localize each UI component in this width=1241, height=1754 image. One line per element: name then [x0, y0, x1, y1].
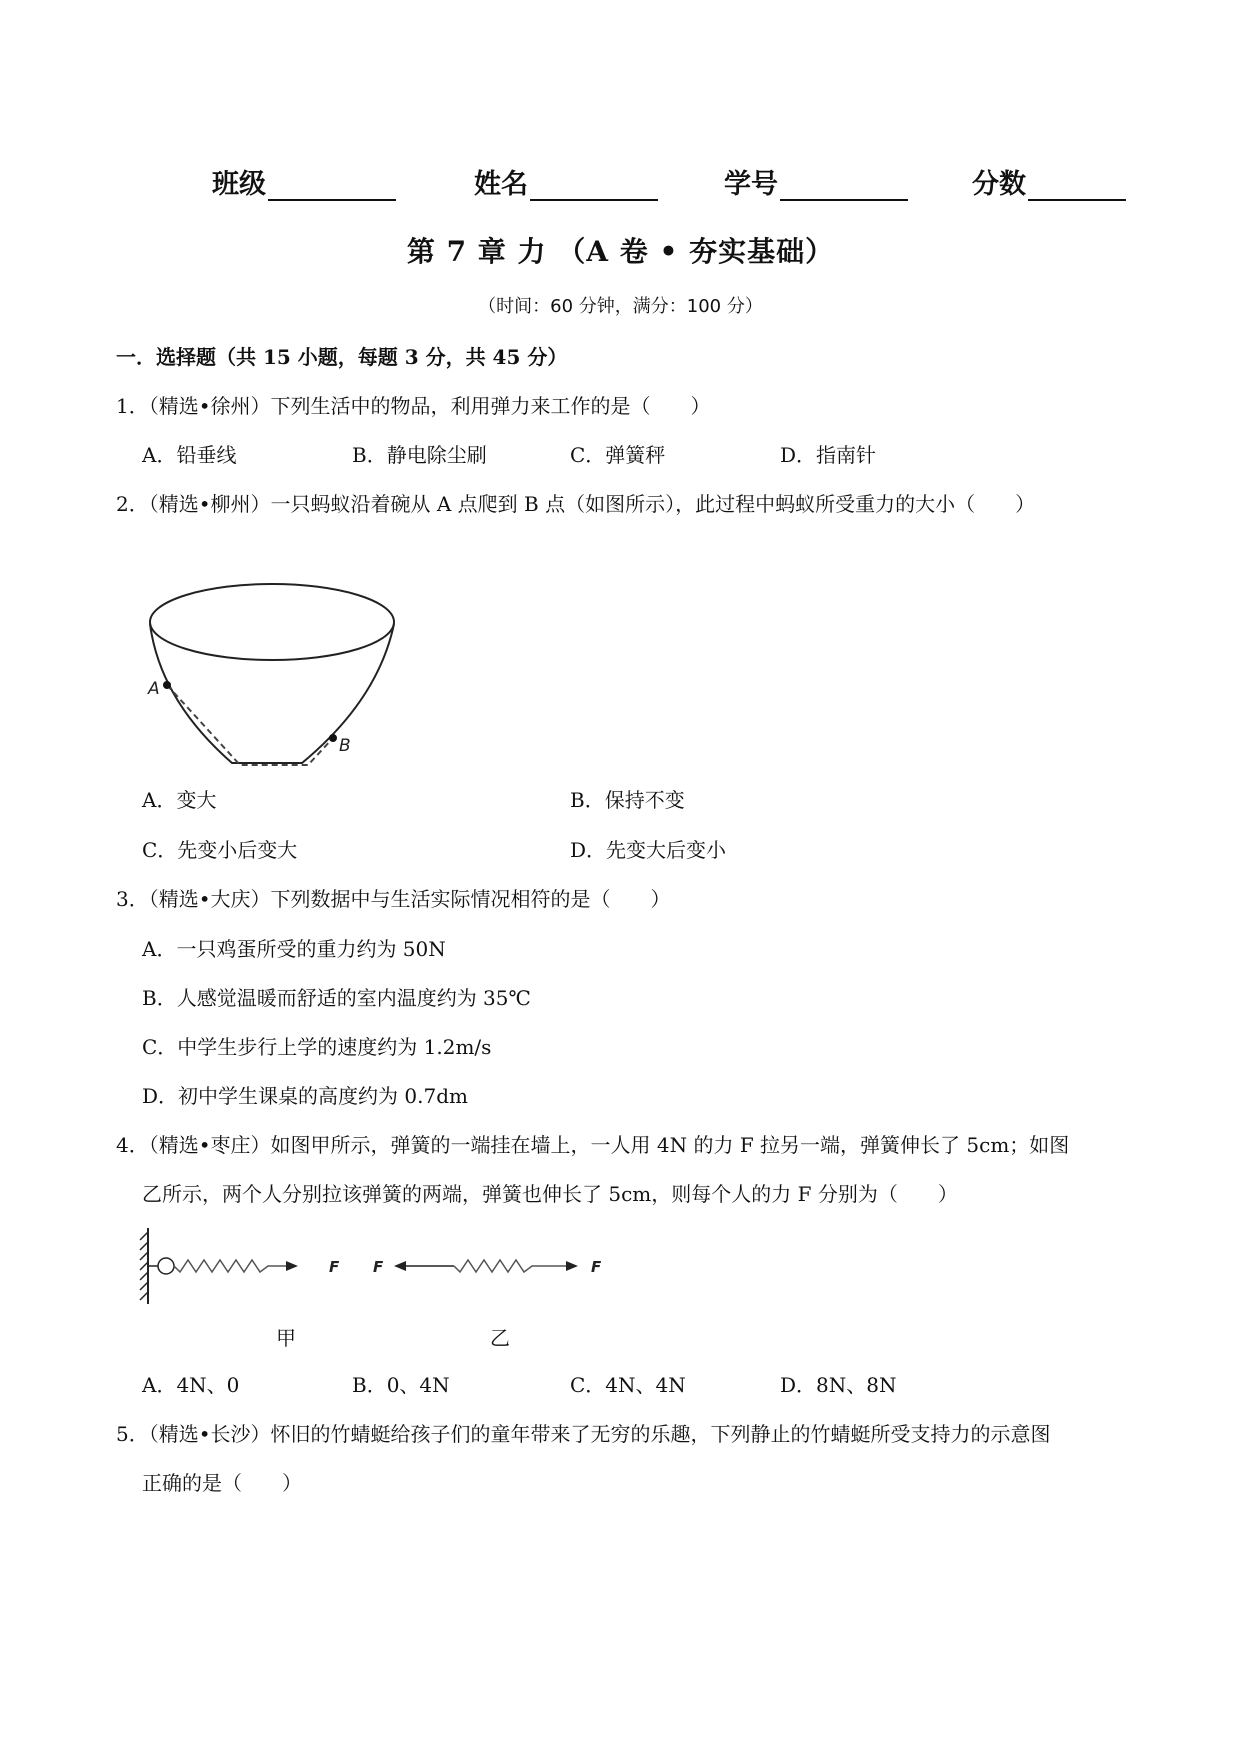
question-5-stem-line-1: 5．（精选•长沙）怀旧的竹蜻蜓给孩子们的童年带来了无穷的乐趣，下列静止的竹蜻蜓所受支持力的示意图	[116, 1422, 1051, 1446]
bowl-body	[150, 624, 394, 763]
point-b-label: B	[339, 736, 351, 756]
force-label-yi-right: F	[591, 1258, 602, 1276]
class-blank[interactable]	[268, 169, 396, 201]
q1-option-a[interactable]: A．铅垂线	[142, 443, 237, 467]
score-blank[interactable]	[1028, 169, 1126, 201]
force-label-yi-left: F	[373, 1258, 384, 1276]
q2-option-a[interactable]: A．变大	[142, 788, 217, 812]
name-field[interactable]	[474, 162, 658, 201]
q3-option-a[interactable]: A．一只鸡蛋所受的重力约为 50N	[142, 937, 446, 961]
section-heading: 一．选择题（共 15 小题，每题 3 分，共 45 分）	[116, 345, 568, 369]
q4-option-c[interactable]: C．4N、4N	[570, 1373, 686, 1397]
q2-option-d[interactable]: D．先变大后变小	[570, 838, 727, 862]
page-title: 第 7 章 力 （A 卷 • 夯实基础）	[406, 235, 835, 268]
force-label-jia: F	[329, 1258, 340, 1276]
point-b-dot	[329, 734, 337, 742]
q3-option-d[interactable]: D．初中学生课桌的高度约为 0.7dm	[142, 1084, 468, 1108]
score-field[interactable]	[972, 162, 1126, 201]
student-id-field[interactable]	[724, 162, 908, 201]
question-1-stem: 1．（精选•徐州）下列生活中的物品，利用弹力来工作的是（ ）	[116, 394, 711, 418]
arrow-jia	[286, 1261, 298, 1271]
q1-option-b[interactable]: B．静电除尘刷	[352, 443, 487, 467]
q3-option-b[interactable]: B．人感觉温暖而舒适的室内温度约为 35℃	[142, 986, 531, 1010]
student-info-row	[212, 162, 1132, 202]
q2-option-b[interactable]: B．保持不变	[570, 788, 685, 812]
name-label: 姓名	[474, 169, 528, 200]
bowl-figure	[140, 580, 410, 780]
question-3-stem: 3．（精选•大庆）下列数据中与生活实际情况相符的是（ ）	[116, 887, 671, 911]
wall-hook-ring	[158, 1258, 174, 1274]
q4-option-a[interactable]: A．4N、0	[142, 1373, 240, 1397]
question-2-stem: 2．（精选•柳州）一只蚂蚁沿着碗从 A 点爬到 B 点（如图所示），此过程中蚂蚁所受重力的大小（ ）	[116, 492, 1036, 516]
point-a-label: A	[148, 679, 160, 699]
class-label: 班级	[212, 169, 266, 200]
spring-yi	[454, 1260, 566, 1272]
arrow-yi-right	[566, 1261, 578, 1271]
page-subtitle: （时间：60 分钟，满分：100 分）	[478, 296, 763, 317]
question-4-stem-line-2: 乙所示，两个人分别拉该弹簧的两端，弹簧也伸长了 5cm，则每个人的力 F 分别为（ ）	[142, 1182, 958, 1206]
ant-path	[167, 685, 333, 765]
figure-label-jia: 甲	[276, 1326, 296, 1350]
question-5-stem-line-2: 正确的是（ ）	[142, 1471, 302, 1495]
score-label: 分数	[972, 169, 1026, 200]
bowl-rim	[150, 584, 394, 660]
question-4-stem-line-1: 4．（精选•枣庄）如图甲所示，弹簧的一端挂在墙上，一人用 4N 的力 F 拉另一端，弹簧伸长了 5cm；如图	[116, 1133, 1070, 1157]
class-field[interactable]	[212, 162, 396, 201]
spring-jia	[174, 1260, 286, 1272]
name-blank[interactable]	[530, 169, 658, 201]
point-a-dot	[163, 681, 171, 689]
q1-option-c[interactable]: C．弹簧秤	[570, 443, 666, 467]
student-id-blank[interactable]	[780, 169, 908, 201]
wall-hatching	[140, 1232, 148, 1300]
spring-figure	[136, 1220, 656, 1310]
arrow-yi-left	[394, 1261, 406, 1271]
q4-option-b[interactable]: B．0、4N	[352, 1373, 450, 1397]
q4-option-d[interactable]: D．8N、8N	[780, 1373, 897, 1397]
student-id-label: 学号	[724, 169, 778, 200]
q1-option-d[interactable]: D．指南针	[780, 443, 877, 467]
q3-option-c[interactable]: C．中学生步行上学的速度约为 1.2m/s	[142, 1035, 492, 1059]
figure-label-yi: 乙	[490, 1326, 510, 1350]
q2-option-c[interactable]: C．先变小后变大	[142, 838, 298, 862]
